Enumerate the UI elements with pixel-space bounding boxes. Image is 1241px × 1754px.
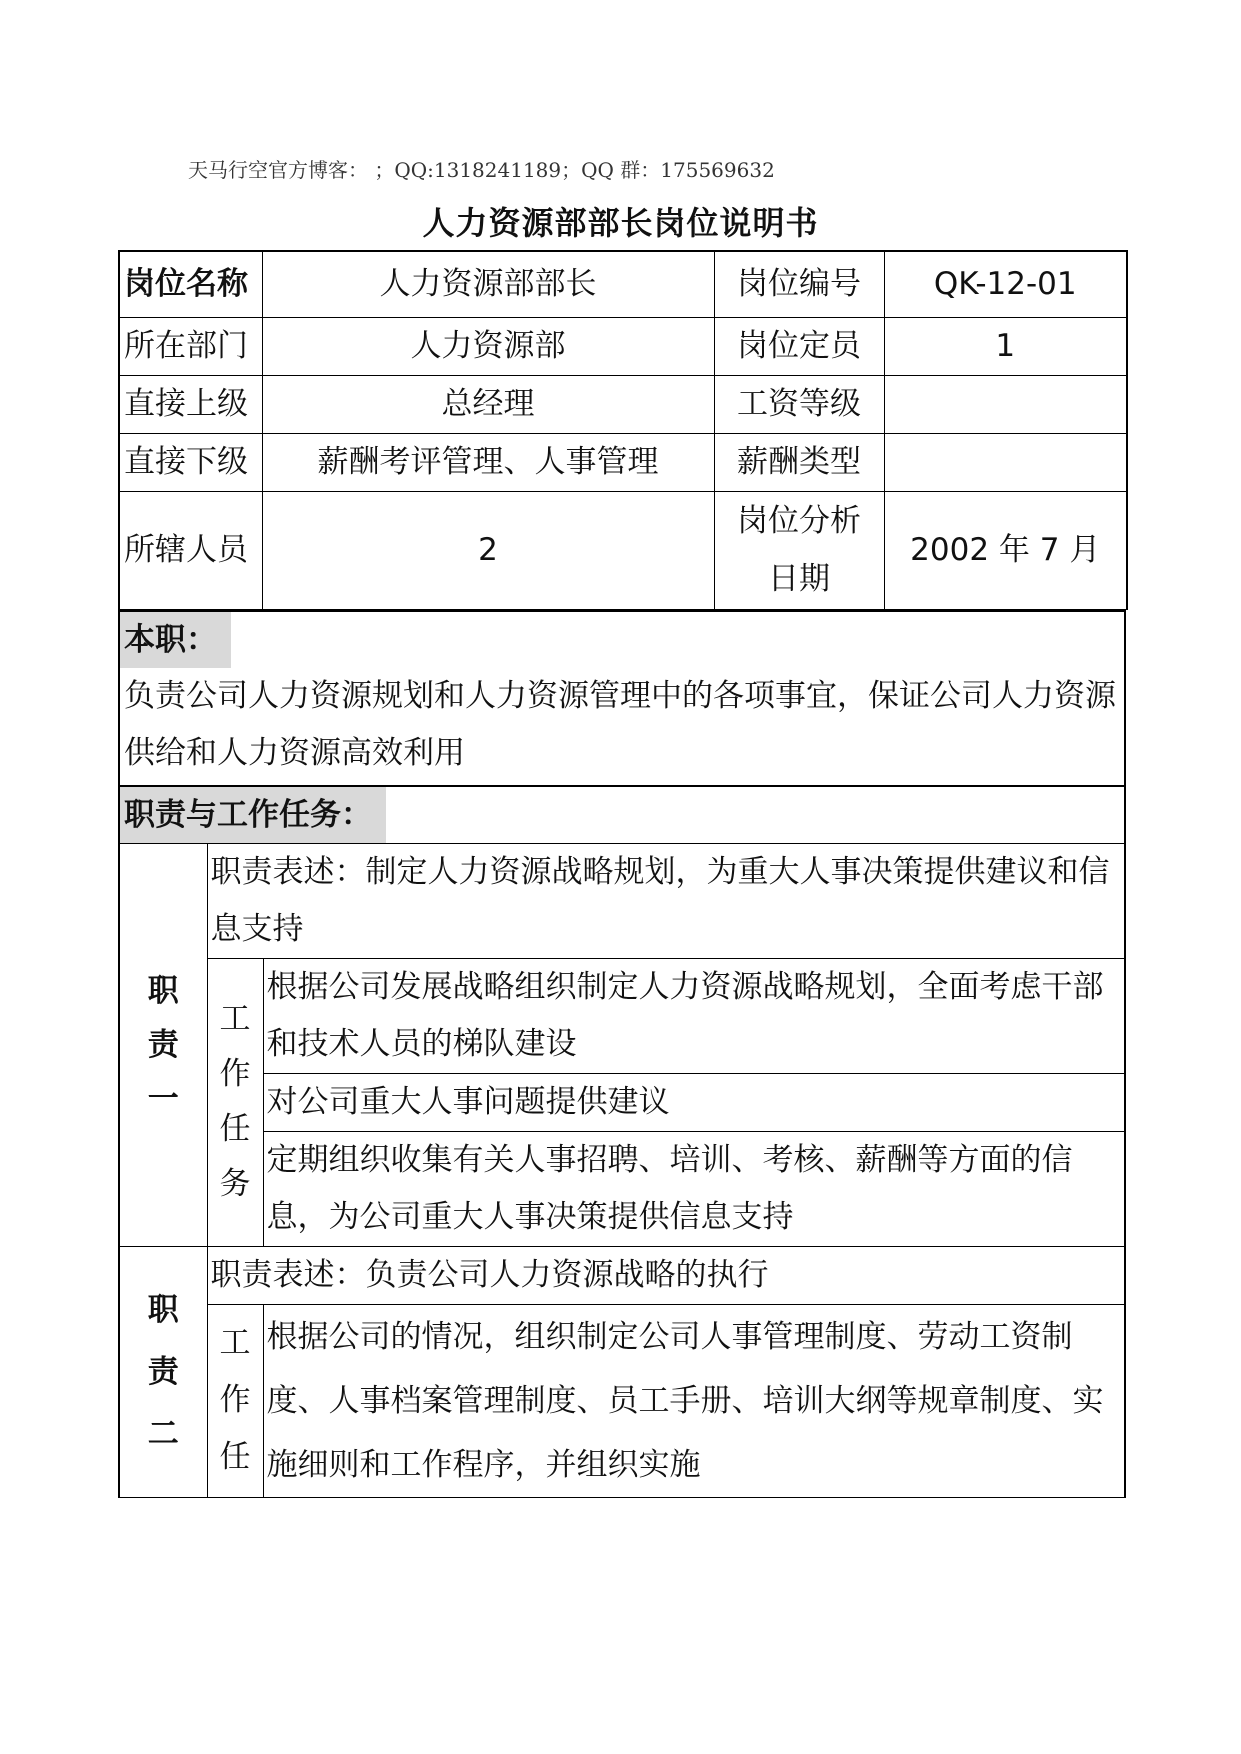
duty1-task-row	[119, 1131, 1125, 1246]
duty1-statement-row	[119, 843, 1125, 958]
salary-grade-value	[884, 375, 1127, 433]
duty2-task: 根据公司的情况，组织制定公司人事管理制度、劳动工资制度、人事档案管理制度、员工手册、培训大纲等规章制度、实施细则和工作程序，并组织实施	[263, 1304, 1125, 1497]
duty1-task-row	[119, 1073, 1125, 1131]
salary-type-value	[884, 433, 1127, 491]
duty2-task-row	[119, 1304, 1125, 1497]
role-section	[118, 610, 1126, 785]
duty2-statement-row	[119, 1246, 1125, 1304]
department-value: 人力资源部	[262, 317, 714, 375]
duty1-label-char: 一	[147, 1080, 179, 1117]
duties-heading: 职责与工作任务：	[120, 787, 386, 843]
duty1-task-label	[207, 958, 263, 1246]
position-name-label: 岗位名称	[119, 251, 262, 317]
role-heading-row	[120, 612, 1124, 668]
info-row-department	[119, 317, 1127, 375]
department-label: 所在部门	[119, 317, 262, 375]
basic-info-table	[118, 250, 1128, 610]
duty2-task-label-char: 工	[219, 1325, 251, 1361]
duty2-task-label-char: 任	[219, 1439, 251, 1475]
duties-table	[118, 843, 1126, 1498]
salary-grade-label: 工资等级	[714, 375, 884, 433]
duty1-label-char: 责	[147, 1026, 179, 1063]
duties-heading-row	[120, 787, 1124, 843]
analysis-date-label-line-2: 日期	[768, 561, 830, 597]
duty1-task-label-char: 工	[219, 1001, 251, 1037]
subordinate-value: 薪酬考评管理、人事管理	[262, 433, 714, 491]
analysis-date-value: 2002 年 7 月	[884, 491, 1127, 609]
salary-type-label: 薪酬类型	[714, 433, 884, 491]
analysis-date-label-line-1: 岗位分析	[737, 503, 861, 539]
headcount-label: 岗位定员	[714, 317, 884, 375]
duty1-label	[119, 843, 207, 1246]
info-row-staff	[119, 491, 1127, 609]
position-name-value: 人力资源部部长	[262, 251, 714, 317]
subordinate-label: 直接下级	[119, 433, 262, 491]
document-title: 人力资源部部长岗位说明书	[422, 204, 819, 242]
info-row-subordinate	[119, 433, 1127, 491]
position-code-value: QK-12-01	[884, 251, 1127, 317]
header-contact-line: 天马行空官方博客： ；QQ:1318241189；QQ 群：175569632	[188, 158, 775, 182]
duty1-task: 根据公司发展战略组织制定人力资源战略规划，全面考虑干部和技术人员的梯队建设	[263, 958, 1125, 1073]
duty1-task-label-char: 务	[219, 1166, 251, 1202]
superior-value: 总经理	[262, 375, 714, 433]
duty2-task-label-char: 作	[219, 1382, 251, 1418]
role-heading: 本职：	[120, 612, 231, 668]
duty2-label	[119, 1246, 207, 1497]
duty2-label-char: 职	[147, 1291, 179, 1328]
duty1-task: 对公司重大人事问题提供建议	[263, 1073, 1125, 1131]
position-code-label: 岗位编号	[714, 251, 884, 317]
staff-label: 所辖人员	[119, 491, 262, 609]
info-row-superior	[119, 375, 1127, 433]
duty2-label-char: 二	[147, 1415, 179, 1452]
duty1-task-label-char: 任	[219, 1111, 251, 1147]
staff-value: 2	[262, 491, 714, 609]
duty1-label-char: 职	[147, 972, 179, 1009]
duty1-statement: 职责表述：制定人力资源战略规划，为重大人事决策提供建议和信息支持	[207, 843, 1125, 958]
headcount-value: 1	[884, 317, 1127, 375]
job-description-sheet	[118, 250, 1126, 1498]
duty2-task-label	[207, 1304, 263, 1497]
info-row-position	[119, 251, 1127, 317]
role-description: 负责公司人力资源规划和人力资源管理中的各项事宜，保证公司人力资源供给和人力资源高效利用	[124, 677, 1116, 771]
duty1-task-row	[119, 958, 1125, 1073]
duty2-statement: 职责表述：负责公司人力资源战略的执行	[207, 1246, 1125, 1304]
duties-section	[118, 785, 1126, 843]
duty1-task-label-char: 作	[219, 1056, 251, 1092]
duty2-label-char: 责	[147, 1353, 179, 1390]
duty1-task: 定期组织收集有关人事招聘、培训、考核、薪酬等方面的信息，为公司重大人事决策提供信息支持	[263, 1131, 1125, 1246]
analysis-date-label	[714, 491, 884, 609]
superior-label: 直接上级	[119, 375, 262, 433]
